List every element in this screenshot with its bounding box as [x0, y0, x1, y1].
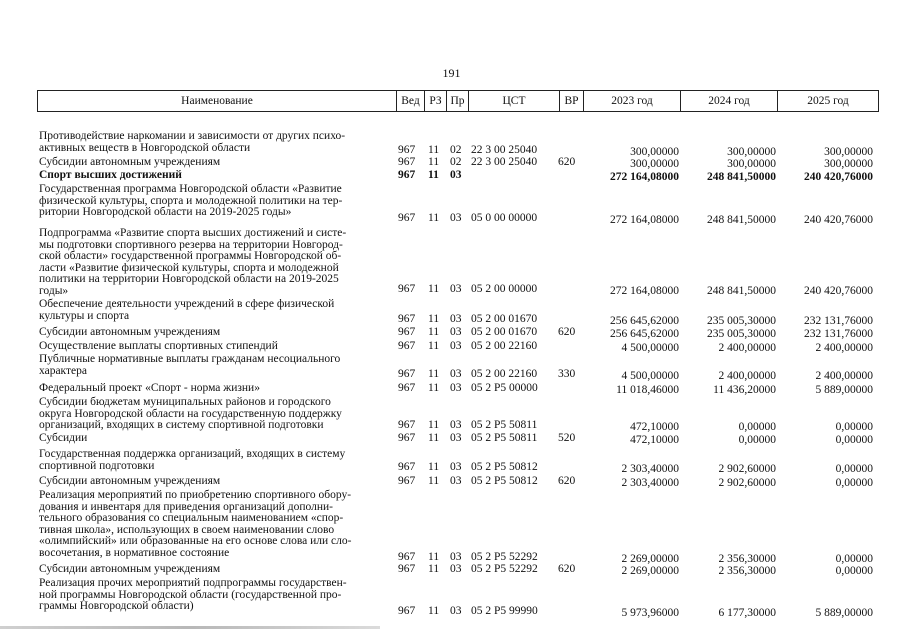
row-ved: 967: [398, 368, 416, 380]
header-name: Наименование: [181, 95, 253, 107]
row-2023: 472,10000: [630, 434, 679, 446]
row-2023: 5 973,96000: [621, 607, 679, 619]
row-2024: 2 400,00000: [718, 370, 776, 382]
row-ved: 967: [398, 382, 416, 394]
row-cst: 05 2 P5 50812: [471, 461, 538, 473]
row-ved: 967: [398, 313, 416, 325]
row-rz: 11: [428, 368, 440, 380]
header-cst: ЦСТ: [468, 91, 559, 111]
row-cst: 05 2 P5 00000: [471, 382, 538, 394]
budget-table: [37, 90, 879, 619]
row-pr: 03: [450, 212, 462, 224]
row-2023: 300,00000: [630, 146, 679, 158]
row-rz: 11: [428, 432, 440, 444]
row-2024: 300,00000: [727, 146, 776, 158]
row-2023: 300,00000: [630, 158, 679, 170]
header-pr: Пр: [446, 91, 468, 111]
row-2023: 256 645,62000: [610, 328, 679, 340]
row-2023: 2 269,00000: [621, 553, 679, 565]
row-name: Обеспечение деятельности учреждений в сфере физической культуры и спорта: [39, 298, 335, 322]
row-ved: 967: [398, 144, 416, 156]
row-vr: 620: [558, 563, 576, 575]
row-rz: 11: [428, 551, 440, 563]
row-rz: 11: [428, 475, 440, 487]
row-2025: 0,00000: [835, 565, 873, 577]
row-cst: 22 3 00 25040: [471, 156, 538, 168]
row-ved: 967: [398, 340, 416, 352]
row-ved: 967: [398, 156, 416, 168]
row-pr: 03: [450, 432, 462, 444]
row-cst: 05 2 00 00000: [471, 283, 538, 295]
row-2025: 5 889,00000: [815, 384, 873, 396]
row-rz: 11: [428, 340, 440, 352]
row-2025: 240 420,76000: [804, 285, 873, 297]
row-ved: 967: [398, 212, 416, 224]
row-2024: 300,00000: [727, 158, 776, 170]
row-pr: 02: [450, 156, 462, 168]
row-2025: 0,00000: [835, 477, 873, 489]
row-cst: 22 3 00 25040: [471, 144, 538, 156]
row-name: Субсидии автономным учреждениям: [39, 563, 221, 575]
row-2025: 5 889,00000: [815, 607, 873, 619]
row-name: Публичные нормативные выплаты гражданам несоциального характера: [39, 353, 341, 377]
row-pr: 03: [450, 368, 462, 380]
row-2025: 300,00000: [824, 146, 873, 158]
row-2023: 2 303,40000: [621, 477, 679, 489]
row-pr: 03: [450, 419, 462, 431]
row-2024: 11 436,20000: [713, 384, 776, 396]
row-2025: 232 131,76000: [804, 328, 873, 340]
row-ved: 967: [398, 326, 416, 338]
row-rz: 11: [428, 156, 440, 168]
row-pr: 03: [450, 551, 462, 563]
row-2024: 0,00000: [738, 421, 776, 433]
row-pr: 03: [450, 313, 462, 325]
row-cst: 05 2 P5 99990: [471, 605, 538, 617]
row-name: Субсидии автономным учреждениям: [39, 326, 221, 338]
row-vr: 620: [558, 156, 576, 168]
row-2025: 2 400,00000: [815, 370, 873, 382]
row-pr: 03: [450, 563, 462, 575]
row-rz: 11: [428, 563, 440, 575]
row-cst: 05 2 P5 50812: [471, 475, 538, 487]
row-2023: 256 645,62000: [610, 315, 679, 327]
row-name: Субсидии: [39, 432, 88, 444]
row-2024: 248 841,50000: [707, 285, 776, 297]
row-pr: 03: [450, 461, 462, 473]
row-2025: 240 420,76000: [804, 214, 873, 226]
header-2023: 2023 год: [583, 91, 680, 111]
scan-artifact: [0, 626, 380, 629]
row-cst: 05 2 P5 50811: [471, 432, 538, 444]
row-2025: 2 400,00000: [815, 342, 873, 354]
header-vr: ВР: [559, 91, 583, 111]
row-rz: 11: [428, 212, 440, 224]
row-2025: 0,00000: [835, 553, 873, 565]
row-2024: 2 902,60000: [718, 477, 776, 489]
row-2024: 2 400,00000: [718, 342, 776, 354]
row-rz: 11: [428, 169, 439, 181]
header-ved: Вед: [396, 91, 424, 111]
row-ved: 967: [398, 419, 416, 431]
row-rz: 11: [428, 283, 440, 295]
row-rz: 11: [428, 461, 440, 473]
row-2024: 0,00000: [738, 434, 776, 446]
row-2024: 235 005,30000: [707, 315, 776, 327]
row-cst: 05 2 00 01670: [471, 326, 538, 338]
row-vr: 330: [558, 368, 576, 380]
row-2023: 272 164,08000: [610, 214, 679, 226]
row-pr: 03: [450, 475, 462, 487]
page-number: 191: [442, 66, 461, 80]
row-name: Субсидии автономным учреждениям: [39, 475, 221, 487]
row-name: Государственная поддержка организаций, входящих в систему спортивной подготовки: [39, 448, 346, 472]
row-name: Противодействие наркомании и зависимости от других психо- активных веществ в Новгородской области: [39, 130, 346, 154]
row-rz: 11: [428, 605, 440, 617]
row-2025: 240 420,76000: [804, 171, 873, 183]
row-cst: 05 2 P5 52292: [471, 563, 538, 575]
row-2023: 4 500,00000: [621, 370, 679, 382]
row-ved: 967: [398, 551, 416, 563]
row-2025: 0,00000: [835, 434, 873, 446]
row-ved: 967: [398, 169, 416, 181]
row-name: Субсидии автономным учреждениям: [39, 156, 221, 168]
row-rz: 11: [428, 382, 440, 394]
row-2025: 0,00000: [835, 463, 873, 475]
row-rz: 11: [428, 419, 440, 431]
row-2024: 235 005,30000: [707, 328, 776, 340]
row-name: Осуществление выплаты спортивных стипендий: [39, 340, 278, 352]
row-2023: 272 164,08000: [610, 171, 679, 183]
row-name: Реализация мероприятий по приобретению спортивного обору- дования и инвентаря для приведения организаций дополни- тельного образования со специальным наименованием «спор- тивная школа», использующих в своем наименовании слово «олимпийский» или образованные на его основе слова или сло- восочетания, в нормативное состояние: [39, 489, 352, 559]
row-2024: 2 356,30000: [718, 553, 776, 565]
row-2023: 11 018,46000: [616, 384, 679, 396]
row-pr: 03: [450, 605, 462, 617]
header-rz: РЗ: [424, 91, 446, 111]
row-2023: 472,10000: [630, 421, 679, 433]
row-ved: 967: [398, 283, 416, 295]
row-cst: 05 2 00 22160: [471, 340, 538, 352]
row-rz: 11: [428, 144, 440, 156]
row-2025: 300,00000: [824, 158, 873, 170]
row-pr: 03: [450, 326, 462, 338]
row-vr: 620: [558, 475, 576, 487]
row-cst: 05 2 P5 52292: [471, 551, 538, 563]
row-2025: 0,00000: [835, 421, 873, 433]
row-cst: 05 0 00 00000: [471, 212, 538, 224]
row-2024: 6 177,30000: [718, 607, 776, 619]
row-2024: 248 841,50000: [707, 214, 776, 226]
row-name: Субсидии бюджетам муниципальных районов и городского округа Новгородской области на государственную поддержку организаций, входящих в систему спортивной подготовки: [39, 396, 342, 431]
row-pr: 03: [450, 382, 462, 394]
row-2023: 272 164,08000: [610, 285, 679, 297]
row-cst: 05 2 00 01670: [471, 313, 538, 325]
row-pr: 03: [450, 283, 462, 295]
row-ved: 967: [398, 605, 416, 617]
row-ved: 967: [398, 563, 416, 575]
row-pr: 02: [450, 144, 462, 156]
row-ved: 967: [398, 475, 416, 487]
row-cst: 05 2 P5 50811: [471, 419, 538, 431]
row-pr: 03: [450, 340, 462, 352]
row-ved: 967: [398, 461, 416, 473]
row-vr: 520: [558, 432, 576, 444]
row-name: Подпрограмма «Развитие спорта высших достижений и систе- мы подготовки спортивного резерва на территории Новгород- ской области» государственной программы Новгородской об- ласти «Развитие физической культуры, спорта и молодежной политики на территории Новгородской области на 2019-2025 годы»: [39, 227, 347, 297]
header-2024: 2024 год: [680, 91, 777, 111]
row-2024: 248 841,50000: [707, 171, 776, 183]
row-rz: 11: [428, 313, 440, 325]
row-name: Реализация прочих мероприятий подпрограммы государствен- ной программы Новгородской области (государственной про- граммы Новгородской области): [39, 577, 347, 612]
row-2023: 4 500,00000: [621, 342, 679, 354]
row-vr: 620: [558, 326, 576, 338]
row-2023: 2 303,40000: [621, 463, 679, 475]
row-2024: 2 356,30000: [718, 565, 776, 577]
row-name: Федеральный проект «Спорт - норма жизни»: [39, 382, 260, 394]
row-2025: 232 131,76000: [804, 315, 873, 327]
row-rz: 11: [428, 326, 440, 338]
row-cst: 05 2 00 22160: [471, 368, 538, 380]
row-ved: 967: [398, 432, 416, 444]
row-name: Государственная программа Новгородской области «Развитие физической культуры, спорта и молодежной политики на тер- ритории Новгородской области на 2019-2025 годы»: [39, 183, 343, 218]
row-2024: 2 902,60000: [718, 463, 776, 475]
row-2023: 2 269,00000: [621, 565, 679, 577]
header-2025: 2025 год: [777, 91, 878, 111]
row-name: Спорт высших достижений: [39, 169, 182, 181]
row-pr: 03: [450, 169, 462, 181]
table-header: [37, 90, 879, 112]
